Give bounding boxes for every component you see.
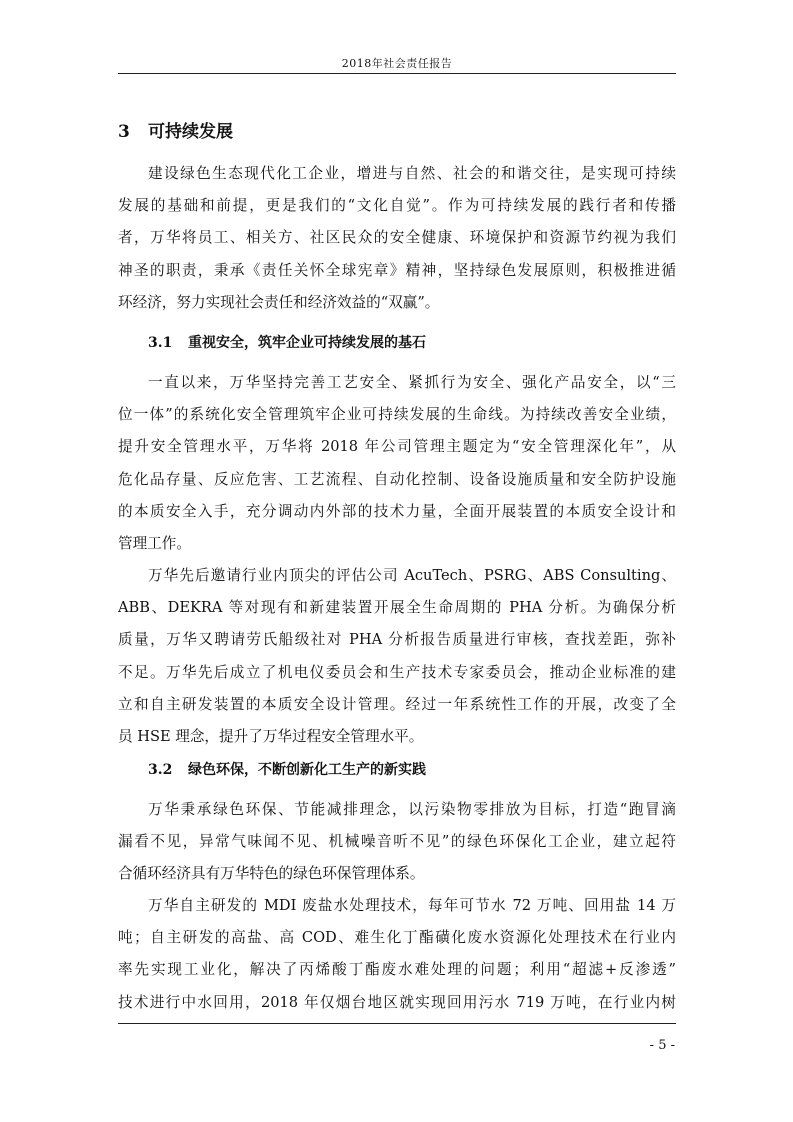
text-line: 合循环经济具有万华特色的绿色环保管理体系。	[118, 865, 425, 883]
subsection-title: 重视安全，筑牢企业可持续发展的基石	[188, 335, 426, 351]
text-line: 技术进行中水回用，2018 年仅烟台地区就实现回用污水 719 万吨，在行业内树	[118, 993, 676, 1011]
text-line: 万华先后邀请行业内顶尖的评估公司 AcuTech、PSRG、ABS Consulting、	[148, 567, 676, 584]
text-line: 员 HSE 理念，提升了万华过程安全管理水平。	[118, 728, 424, 746]
text-line: 的本质安全入手，充分调动内外部的技术力量，全面开展装置的本质安全设计和	[118, 502, 676, 520]
text-line: 危化品存量、反应危害、工艺流程、自动化控制、设备设施质量和安全防护设施	[118, 470, 676, 488]
environment-paragraph-1	[118, 794, 676, 891]
text-line: 万华秉承绿色环保、节能减排理念，以污染物零排放为目标，打造“跑冒滴	[148, 801, 676, 818]
subsection-number: 3.1	[148, 335, 173, 351]
section-title: 可持续发展	[148, 122, 233, 142]
text-line: 环经济，努力实现社会责任和经济效益的“双赢”。	[118, 293, 440, 311]
text-line: 万华自主研发的 MDI 废盐水处理技术，每年可节水 72 万吨、回用盐 14 万	[148, 897, 676, 914]
safety-paragraph-2	[118, 560, 676, 753]
intro-paragraph	[118, 158, 676, 319]
text-line: 一直以来，万华坚持完善工艺安全、紧抓行为安全、强化产品安全，以“三	[148, 374, 676, 391]
text-line: 位一体”的系统化安全管理筑牢企业可持续发展的生命线。为持续改善安全业绩，	[118, 406, 676, 424]
text-line: 提升安全管理水平，万华将 2018 年公司管理主题定为“安全管理深化年”，从	[118, 438, 676, 456]
header-rule	[118, 73, 676, 74]
environment-paragraph-2	[118, 890, 676, 1019]
text-line: 漏看不见，异常气味闻不见、机械噪音听不见”的绿色环保化工企业，建立起符	[118, 833, 676, 851]
section-number: 3	[118, 122, 130, 142]
subsection-title: 绿色环保，不断创新化工生产的新实践	[188, 762, 426, 778]
text-line: 建设绿色生态现代化工企业，增进与自然、社会的和谐交往，是实现可持续	[148, 165, 676, 182]
text-line: 率先实现工业化，解决了丙烯酸丁酯废水难处理的问题；利用“超滤+反渗透”	[118, 961, 676, 979]
text-line: 质量，万华又聘请劳氏船级社对 PHA 分析报告质量进行审核，查找差距，弥补	[118, 631, 676, 649]
text-line: 发展的基础和前提，更是我们的“文化自觉”。作为可持续发展的践行者和传播	[118, 197, 676, 215]
text-line: 立和自主研发装置的本质安全设计管理。经过一年系统性工作的开展，改变了全	[118, 695, 676, 713]
subsection-heading-environment	[148, 759, 426, 779]
text-line: 不足。万华先后成立了机电仪委员会和生产技术专家委员会，推动企业标准的建	[118, 663, 676, 681]
text-line: ABB、DEKRA 等对现有和新建装置开展全生命周期的 PHA 分析。为确保分析	[118, 599, 676, 617]
text-line: 管理工作。	[118, 535, 191, 553]
subsection-number: 3.2	[148, 762, 173, 778]
footer-rule	[118, 1023, 676, 1024]
safety-paragraph-1	[118, 367, 676, 560]
text-line: 者，万华将员工、相关方、社区民众的安全健康、环境保护和资源节约视为我们	[118, 229, 676, 247]
section-heading	[118, 117, 233, 142]
page-header: 2018年社会责任报告	[341, 57, 453, 70]
subsection-heading-safety	[148, 332, 426, 352]
text-line: 神圣的职责，秉承《责任关怀全球宪章》精神，坚持绿色发展原则，积极推进循	[118, 261, 676, 279]
page-number: - 5 -	[649, 1038, 675, 1053]
text-line: 吨；自主研发的高盐、高 COD、难生化丁酯磺化废水资源化处理技术在行业内	[118, 929, 676, 947]
